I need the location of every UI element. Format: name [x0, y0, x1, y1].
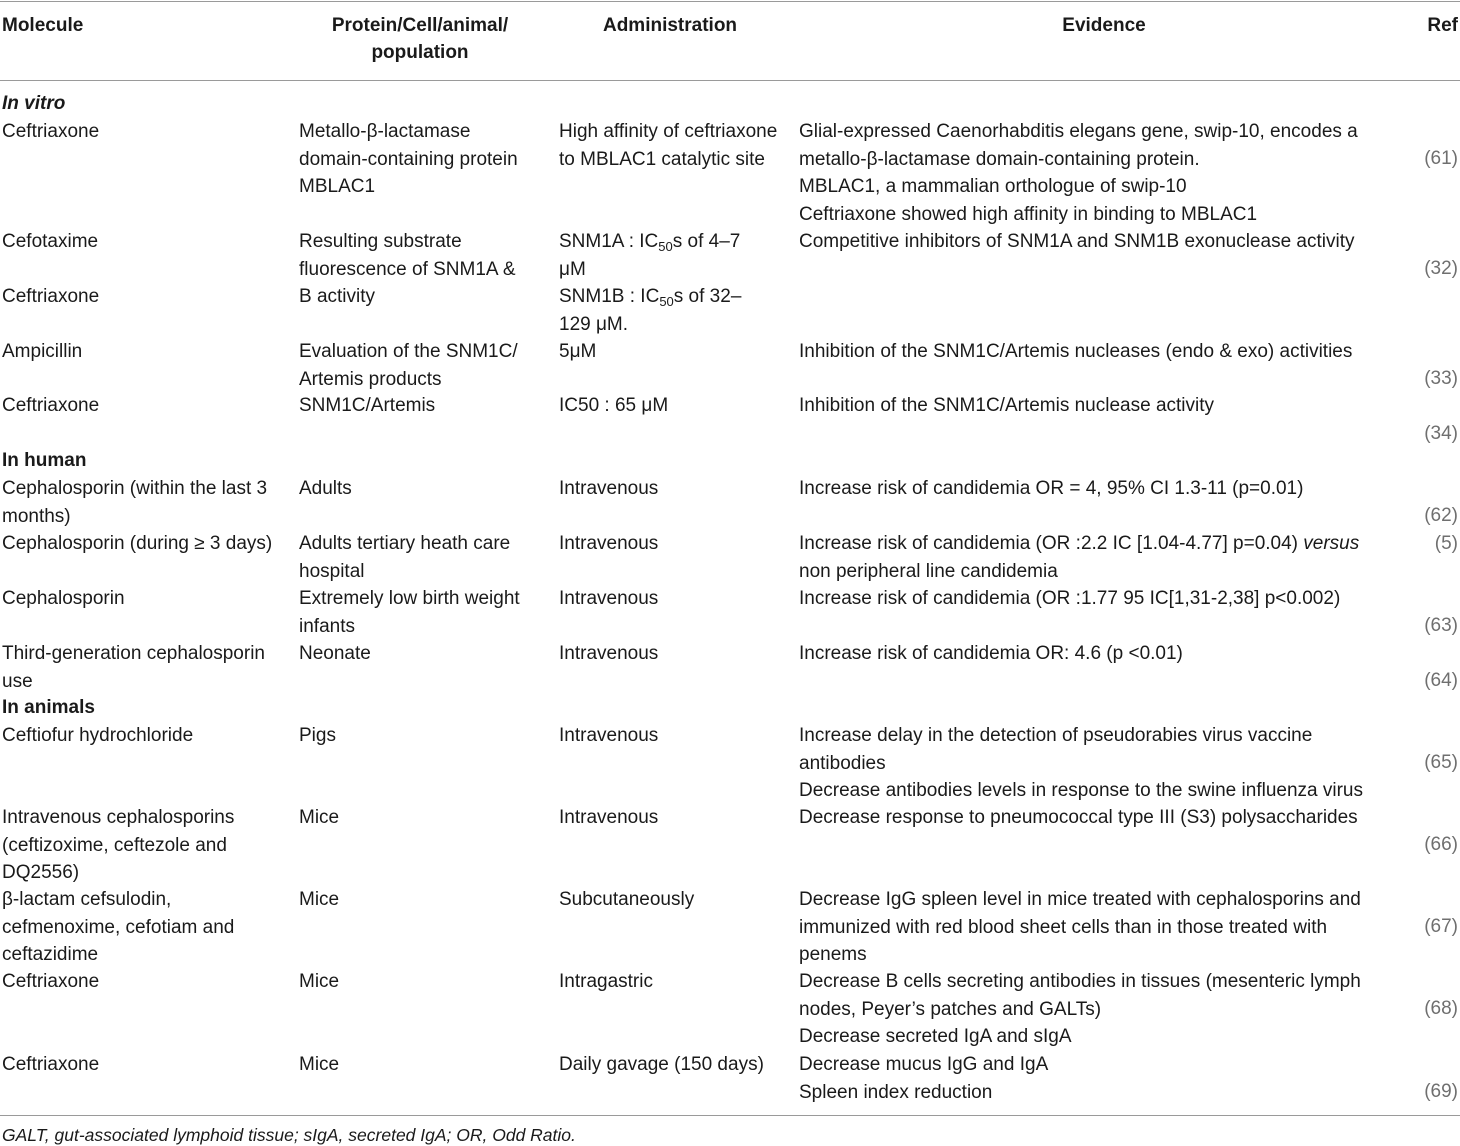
ref-cell: (34) [1424, 423, 1458, 444]
evidence-cell: Increase risk of candidemia (OR :2.2 IC [1.04-4.77] p=0.04) versus non peripheral line candidemia [799, 533, 1360, 582]
administration-cell: Intravenous [559, 725, 659, 746]
administration-cell: Daily gavage (150 days) [559, 1054, 764, 1075]
ref-cell: (62) [1424, 505, 1458, 526]
administration-cell: Intravenous [559, 588, 659, 609]
ref-cell: (66) [1424, 834, 1458, 855]
molecule-cell: Cephalosporin (within the last 3 months) [2, 478, 268, 527]
administration-cell: Intravenous [559, 643, 659, 664]
header-evidence: Evidence [1062, 15, 1146, 36]
population-cell: Mice [299, 1054, 340, 1075]
molecule-cell: Ceftriaxone [2, 286, 100, 307]
molecule-cell: Cephalosporin (during ≥ 3 days) [2, 533, 273, 554]
evidence-cell: Increase risk of candidemia OR: 4.6 (p <0.01) [799, 643, 1183, 664]
evidence-cell: Inhibition of the SNM1C/Artemis nucleases (endo & exo) activities [799, 341, 1353, 362]
population-cell: Mice [299, 889, 340, 910]
population-cell: Resulting substrate fluorescence of SNM1A & B activity [299, 231, 516, 307]
ref-cell: (64) [1424, 670, 1458, 691]
population-cell: Pigs [299, 725, 336, 746]
population-cell: Mice [299, 807, 340, 828]
top-rule [0, 1, 1460, 2]
evidence-cell: Inhibition of the SNM1C/Artemis nuclease activity [799, 395, 1215, 416]
evidence-cell: Decrease IgG spleen level in mice treated with cephalosporins and immunized with red blood sheet cells than in those treated with penems [799, 889, 1361, 965]
population-cell: Neonate [299, 643, 371, 664]
administration-cell: Subcutaneously [559, 889, 695, 910]
population-cell: Metallo-β-lactamase domain-containing protein MBLAC1 [299, 121, 518, 197]
ref-cell: (61) [1424, 148, 1458, 169]
evidence-cell: Competitive inhibitors of SNM1A and SNM1B exonuclease activity [799, 231, 1355, 252]
molecule-cell: Ceftriaxone [2, 121, 100, 142]
molecule-cell: Cefotaxime [2, 231, 99, 252]
evidence-cell: Decrease response to pneumococcal type III (S3) polysaccharides [799, 807, 1358, 828]
administration-cell: High affinity of ceftriaxone to MBLAC1 catalytic site [559, 121, 778, 170]
molecule-cell: Intravenous cephalosporins (ceftizoxime, ceftezole and DQ2556) [2, 807, 235, 883]
molecule-cell: Ceftriaxone [2, 395, 100, 416]
header-rule [0, 80, 1460, 81]
molecule-cell: Third-generation cephalosporin use [2, 643, 265, 692]
population-cell: Adults tertiary heath care hospital [299, 533, 511, 582]
molecule-cell: Ampicillin [2, 341, 83, 362]
population-cell: SNM1C/Artemis [299, 395, 436, 416]
ref-cell: (63) [1424, 615, 1458, 636]
administration-cell: IC50 : 65 μM [559, 395, 669, 416]
population-cell: Evaluation of the SNM1C/ Artemis products [299, 341, 518, 390]
evidence-cell: Increase risk of candidemia OR = 4, 95% CI 1.3-11 (p=0.01) [799, 478, 1304, 499]
evidence-cell: Decrease mucus IgG and IgA Spleen index reduction [799, 1054, 1049, 1103]
administration-cell: Intragastric [559, 971, 653, 992]
molecule-cell: β-lactam cefsulodin, cefmenoxime, cefotiam and ceftazidime [2, 889, 235, 965]
administration-cell: 5μM [559, 341, 597, 362]
header-population: Protein/Cell/animal/ population [331, 15, 509, 63]
administration-cell: Intravenous [559, 478, 659, 499]
table-footnote: GALT, gut-associated lymphoid tissue; sIgA, secreted IgA; OR, Odd Ratio. [2, 1125, 576, 1145]
molecule-cell: Ceftriaxone [2, 1054, 100, 1075]
evidence-cell: Increase delay in the detection of pseudorabies virus vaccine antibodies Decrease antibodies levels in response to the swine influenza virus [799, 725, 1363, 801]
molecule-cell: Ceftiofur hydrochloride [2, 725, 194, 746]
population-cell: Extremely low birth weight infants [299, 588, 520, 637]
population-cell: Mice [299, 971, 340, 992]
ref-cell: (68) [1424, 998, 1458, 1019]
administration-cell: Intravenous [559, 807, 659, 828]
evidence-cell: Decrease B cells secreting antibodies in tissues (mesenteric lymph nodes, Peyer’s patches and GALTs) Decrease secreted IgA and sIgA [799, 971, 1361, 1047]
ref-cell: (33) [1424, 368, 1458, 389]
header-administration: Administration [602, 15, 738, 36]
molecule-cell: Cephalosporin [2, 588, 125, 609]
molecule-cell: Ceftriaxone [2, 971, 100, 992]
evidence-cell: Increase risk of candidemia (OR :1.77 95 IC[1,31-2,38] p<0.002) [799, 588, 1341, 609]
bottom-rule [0, 1115, 1460, 1116]
section-in-vitro: In vitro [2, 93, 66, 114]
header-molecule: Molecule [2, 15, 84, 36]
administration-cell: SNM1A : $IC_{50}s$ of 4–7 μM SNM1B : $IC_{50}s$ of 32– 129 μM. [559, 231, 742, 335]
ref-cell: (67) [1424, 916, 1458, 937]
evidence-cell: Glial-expressed Caenorhabditis elegans gene, swip-10, encodes a metallo-β-lactamase domain-containing protein. MBLAC1, a mammalian orthologue of swip-10 Ceftriaxone showed high affinity in binding to MBLAC1 [799, 121, 1358, 225]
ref-cell: (5) [1434, 533, 1458, 554]
header-ref: Ref [1427, 15, 1458, 36]
ref-cell: (32) [1424, 258, 1458, 279]
ref-cell: (69) [1424, 1081, 1458, 1102]
population-cell: Adults [299, 478, 352, 499]
ref-cell: (65) [1424, 752, 1458, 773]
administration-cell: Intravenous [559, 533, 659, 554]
section-in-animals: In animals [2, 697, 95, 718]
section-in-human: In human [2, 450, 87, 471]
